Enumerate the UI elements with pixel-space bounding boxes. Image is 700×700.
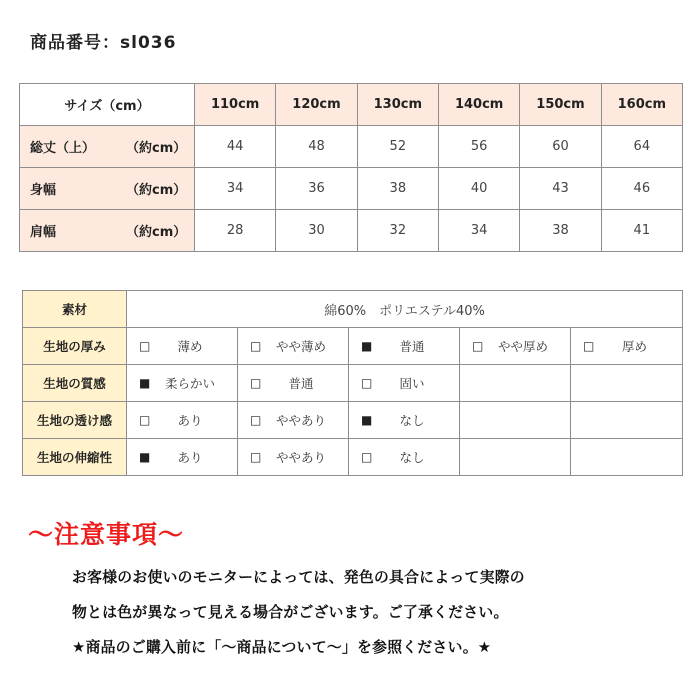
checkbox-icon: □ bbox=[361, 376, 373, 390]
option-label: あり bbox=[177, 413, 203, 428]
material-value: 綿60% ポリエステル40% bbox=[127, 291, 683, 328]
option-label: なし bbox=[399, 413, 425, 428]
checkbox-icon: ■ bbox=[361, 413, 373, 427]
row-label-shoulder bbox=[20, 210, 195, 252]
product-number: 商品番号：sl036 bbox=[30, 33, 177, 53]
table-cell: 52 bbox=[357, 126, 438, 168]
table-row bbox=[20, 126, 683, 168]
table-cell: 41 bbox=[601, 210, 682, 252]
size-header-120: 120cm bbox=[276, 84, 357, 126]
row-label-unit: （約cm） bbox=[126, 183, 187, 198]
checkbox-icon: □ bbox=[361, 450, 373, 464]
fabric-label-stretch: 生地の伸縮性 bbox=[23, 439, 127, 476]
option-hard bbox=[349, 365, 460, 402]
fabric-label-thickness: 生地の厚み bbox=[23, 328, 127, 365]
empty-cell bbox=[571, 365, 683, 402]
option-somewhat bbox=[238, 402, 349, 439]
table-cell: 34 bbox=[438, 210, 519, 252]
option-somewhat bbox=[238, 439, 349, 476]
option-label: やや厚め bbox=[497, 339, 548, 354]
option-no bbox=[349, 439, 460, 476]
option-soft bbox=[127, 365, 238, 402]
empty-cell bbox=[460, 365, 571, 402]
checkbox-icon: ■ bbox=[139, 376, 151, 390]
option-label: 普通 bbox=[288, 376, 314, 391]
checkbox-icon: □ bbox=[139, 339, 151, 353]
checkbox-icon: □ bbox=[250, 413, 262, 427]
size-header-160: 160cm bbox=[601, 84, 682, 126]
fabric-row-stretch bbox=[23, 439, 683, 476]
notice-line-2: 物とは色が異なって見える場合がございます。ご了承ください。 bbox=[72, 604, 509, 621]
option-label: あり bbox=[177, 450, 203, 465]
checkbox-icon: □ bbox=[472, 339, 484, 353]
option-normal bbox=[238, 365, 349, 402]
table-cell: 36 bbox=[276, 168, 357, 210]
checkbox-icon: □ bbox=[583, 339, 595, 353]
size-header-150: 150cm bbox=[520, 84, 601, 126]
fabric-label-transparency: 生地の透け感 bbox=[23, 402, 127, 439]
fabric-row-transparency bbox=[23, 402, 683, 439]
option-slightly-thin bbox=[238, 328, 349, 365]
checkbox-icon: □ bbox=[139, 413, 151, 427]
option-label: 普通 bbox=[399, 339, 425, 354]
option-label: 柔らかい bbox=[164, 376, 215, 391]
row-label-name: 総丈（上） bbox=[30, 141, 96, 156]
fabric-label-texture: 生地の質感 bbox=[23, 365, 127, 402]
option-label: 厚め bbox=[622, 339, 648, 354]
row-label-name: 身幅 bbox=[30, 183, 57, 198]
checkbox-icon: □ bbox=[250, 376, 262, 390]
empty-cell bbox=[460, 402, 571, 439]
row-label-length bbox=[20, 126, 195, 168]
size-header-label: サイズ（cm） bbox=[20, 84, 195, 126]
option-label: ややあり bbox=[275, 413, 326, 428]
fabric-label-material: 素材 bbox=[23, 291, 127, 328]
empty-cell bbox=[571, 439, 683, 476]
size-header-130: 130cm bbox=[357, 84, 438, 126]
option-label: なし bbox=[399, 450, 425, 465]
table-cell: 38 bbox=[357, 168, 438, 210]
row-label-unit: （約cm） bbox=[126, 225, 187, 240]
fabric-table bbox=[22, 290, 683, 476]
table-cell: 56 bbox=[438, 126, 519, 168]
option-yes bbox=[127, 402, 238, 439]
row-label-unit: （約cm） bbox=[126, 141, 187, 156]
option-label: 固い bbox=[399, 376, 425, 391]
table-cell: 34 bbox=[195, 168, 276, 210]
checkbox-icon: □ bbox=[250, 339, 262, 353]
row-label-width bbox=[20, 168, 195, 210]
table-cell: 46 bbox=[601, 168, 682, 210]
table-cell: 48 bbox=[276, 126, 357, 168]
option-thick bbox=[571, 328, 683, 365]
option-thin bbox=[127, 328, 238, 365]
table-cell: 43 bbox=[520, 168, 601, 210]
table-cell: 60 bbox=[520, 126, 601, 168]
size-header-140: 140cm bbox=[438, 84, 519, 126]
option-yes bbox=[127, 439, 238, 476]
option-no bbox=[349, 402, 460, 439]
empty-cell bbox=[571, 402, 683, 439]
empty-cell bbox=[460, 439, 571, 476]
table-cell: 30 bbox=[276, 210, 357, 252]
notice-line-1: お客様のお使いのモニターによっては、発色の具合によって実際の bbox=[72, 569, 525, 586]
size-header-110: 110cm bbox=[195, 84, 276, 126]
table-cell: 64 bbox=[601, 126, 682, 168]
table-row bbox=[20, 210, 683, 252]
table-cell: 40 bbox=[438, 168, 519, 210]
checkbox-icon: □ bbox=[250, 450, 262, 464]
option-slightly-thick bbox=[460, 328, 571, 365]
fabric-row-texture bbox=[23, 365, 683, 402]
fabric-row-material bbox=[23, 291, 683, 328]
checkbox-icon: ■ bbox=[139, 450, 151, 464]
option-normal bbox=[349, 328, 460, 365]
option-label: 薄め bbox=[177, 339, 203, 354]
size-table bbox=[19, 83, 683, 252]
notice-line-3: ★商品のご購入前に「～商品について～」を参照ください。★ bbox=[72, 639, 492, 656]
size-header-row bbox=[20, 84, 683, 126]
table-cell: 32 bbox=[357, 210, 438, 252]
checkbox-icon: ■ bbox=[361, 339, 373, 353]
table-row bbox=[20, 168, 683, 210]
fabric-row-thickness bbox=[23, 328, 683, 365]
option-label: ややあり bbox=[275, 450, 326, 465]
table-cell: 38 bbox=[520, 210, 601, 252]
table-cell: 28 bbox=[195, 210, 276, 252]
option-label: やや薄め bbox=[275, 339, 326, 354]
row-label-name: 肩幅 bbox=[30, 225, 57, 240]
table-cell: 44 bbox=[195, 126, 276, 168]
notice-title: ～注意事項～ bbox=[28, 520, 185, 549]
